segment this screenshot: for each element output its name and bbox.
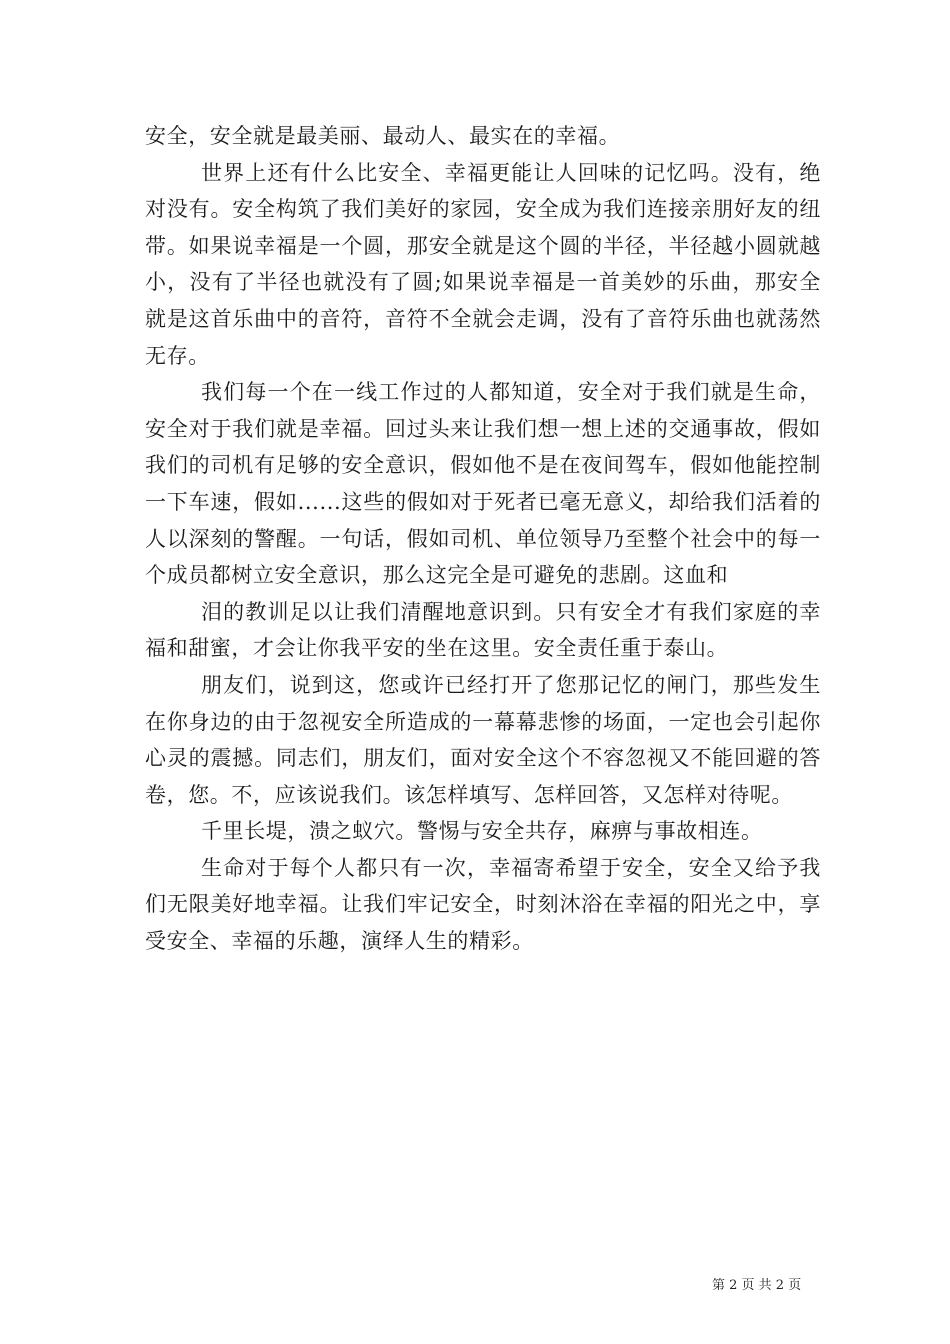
paragraph-3: 我们每一个在一线工作过的人都知道，安全对于我们就是生命，安全对于我们就是幸福。回过头来让我们想一想上述的交通事故，假如我们的司机有足够的安全意识，假如他不是在夜间驾车，假如他能控制一下车速，假如......这些的假如对于死者已毫无意义，却给我们活着的人以深刻的警醒。一句话，假如司机、单位领导乃至整个社会中的每一个成员都树立安全意识，那么这完全是可避免的悲剧。这血和	[145, 380, 821, 588]
paragraph-2: 世界上还有什么比安全、幸福更能让人回味的记忆吗。没有，绝对没有。安全构筑了我们美好的家园，安全成为我们连接亲朋好友的纽带。如果说幸福是一个圆，那安全就是这个圆的半径，半径越小圆就越小，没有了半径也就没有了圆;如果说幸福是一首美妙的乐曲，那安全就是这首乐曲中的音符，音符不全就会走调，没有了音符乐曲也就荡然无存。	[145, 160, 821, 368]
paragraph-5: 朋友们，说到这，您或许已经打开了您那记忆的闸门，那些发生在你身边的由于忽视安全所造成的一幕幕悲惨的场面，一定也会引起你心灵的震撼。同志们，朋友们，面对安全这个不容忽视又不能回避的答卷，您。不，应该说我们。该怎样填写、怎样回答，又怎样对待呢。	[145, 672, 821, 807]
page-number-footer: 第 2 页 共 2 页	[712, 1278, 802, 1293]
document-body	[145, 118, 821, 960]
paragraph-7: 生命对于每个人都只有一次，幸福寄希望于安全，安全又给予我们无限美好地幸福。让我们牢记安全，时刻沐浴在幸福的阳光之中，享受安全、幸福的乐趣，演绎人生的精彩。	[145, 855, 821, 954]
paragraph-6: 千里长堤，溃之蚁穴。警惕与安全共存，麻痹与事故相连。	[201, 819, 763, 844]
paragraph-1: 安全，安全就是最美丽、最动人、最实在的幸福。	[145, 124, 621, 148]
paragraph-4: 泪的教训足以让我们清醒地意识到。只有安全才有我们家庭的幸福和甜蜜，才会让你我平安的坐在这里。安全责任重于泰山。	[145, 599, 821, 661]
